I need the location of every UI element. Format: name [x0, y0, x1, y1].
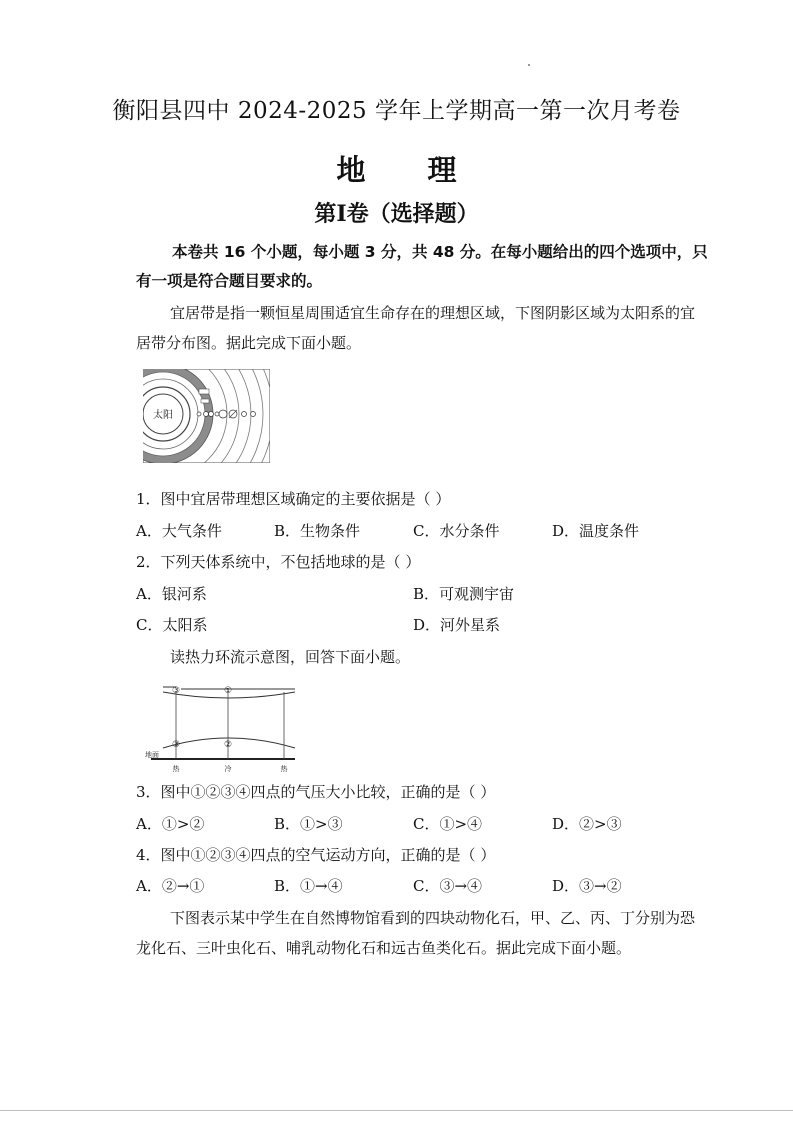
- q1-stem: 1．图中宜居带理想区域确定的主要依据是（ ）: [136, 490, 451, 508]
- point-1-upper: ①: [223, 686, 233, 696]
- passage2-line1: 读热力环流示意图，回答下面小题。: [170, 648, 411, 666]
- q2-stem: 2．下列天体系统中，不包括地球的是（ ）: [136, 553, 421, 571]
- q4-stem: 4．图中①②③④四点的空气运动方向，正确的是（ ）: [136, 846, 496, 864]
- q2-option-a[interactable]: A．银河系: [136, 585, 207, 603]
- q3-option-c[interactable]: C．①>④: [413, 815, 483, 833]
- q4-option-b[interactable]: B．①→④: [274, 877, 343, 895]
- page-mark: [528, 64, 530, 66]
- subject-title: 地 理: [336, 153, 483, 187]
- instructions-line1: 本卷共 16 个小题，每小题 3 分，共 48 分。在每小题给出的四个选项中，只: [172, 243, 708, 261]
- passage1-line2: 居带分布图。据此完成下面小题。: [136, 334, 362, 352]
- q4-option-a[interactable]: A．②→①: [136, 877, 205, 895]
- q2-option-b[interactable]: B．可观测宇宙: [413, 585, 515, 603]
- q2-option-c[interactable]: C．太阳系: [136, 616, 208, 634]
- point-2-lower: ②: [223, 740, 233, 750]
- q3-stem: 3．图中①②③④四点的气压大小比较，正确的是（ ）: [136, 783, 496, 801]
- sun-label: 太阳: [153, 410, 173, 421]
- q1-option-c[interactable]: C．水分条件: [413, 522, 500, 540]
- passage1-line1: 宜居带是指一颗恒星周围适宜生命存在的理想区域，下图阴影区域为太阳系的宜: [170, 304, 696, 322]
- point-3-lower: ③: [171, 740, 181, 750]
- label-cold: 冷: [224, 765, 232, 773]
- label-hot-right: 热: [280, 765, 288, 773]
- q1-option-d[interactable]: D．温度条件: [552, 522, 640, 540]
- q4-option-d[interactable]: D．③→②: [552, 877, 622, 895]
- instructions-line2: 有一项是符合题目要求的。: [136, 272, 323, 290]
- exam-title: 衡阳县四中 2024-2025 学年上学期高一第一次月考卷: [112, 98, 681, 124]
- ground-label: 地面: [145, 751, 159, 759]
- q2-option-d[interactable]: D．河外星系: [413, 616, 501, 634]
- passage3-line1: 下图表示某中学生在自然博物馆看到的四块动物化石，甲、乙、丙、丁分别为恐: [170, 909, 696, 927]
- label-hot-left: 热: [172, 765, 180, 773]
- q3-option-a[interactable]: A．①>②: [136, 815, 205, 833]
- passage3-line2: 龙化石、三叶虫化石、哺乳动物化石和远古鱼类化石。据此完成下面小题。: [136, 939, 632, 957]
- habitable-zone-figure: [143, 369, 270, 463]
- thermal-circulation-figure: [143, 680, 303, 774]
- q3-option-d[interactable]: D．②>③: [552, 815, 622, 833]
- section-title: 第Ⅰ卷（选择题）: [314, 201, 479, 227]
- q1-option-a[interactable]: A．大气条件: [136, 522, 222, 540]
- point-3-upper: ③: [171, 686, 181, 696]
- q4-option-c[interactable]: C．③→④: [413, 877, 483, 895]
- q1-option-b[interactable]: B．生物条件: [274, 522, 361, 540]
- q3-option-b[interactable]: B．①>③: [274, 815, 343, 833]
- page-bottom-divider: [0, 1110, 793, 1111]
